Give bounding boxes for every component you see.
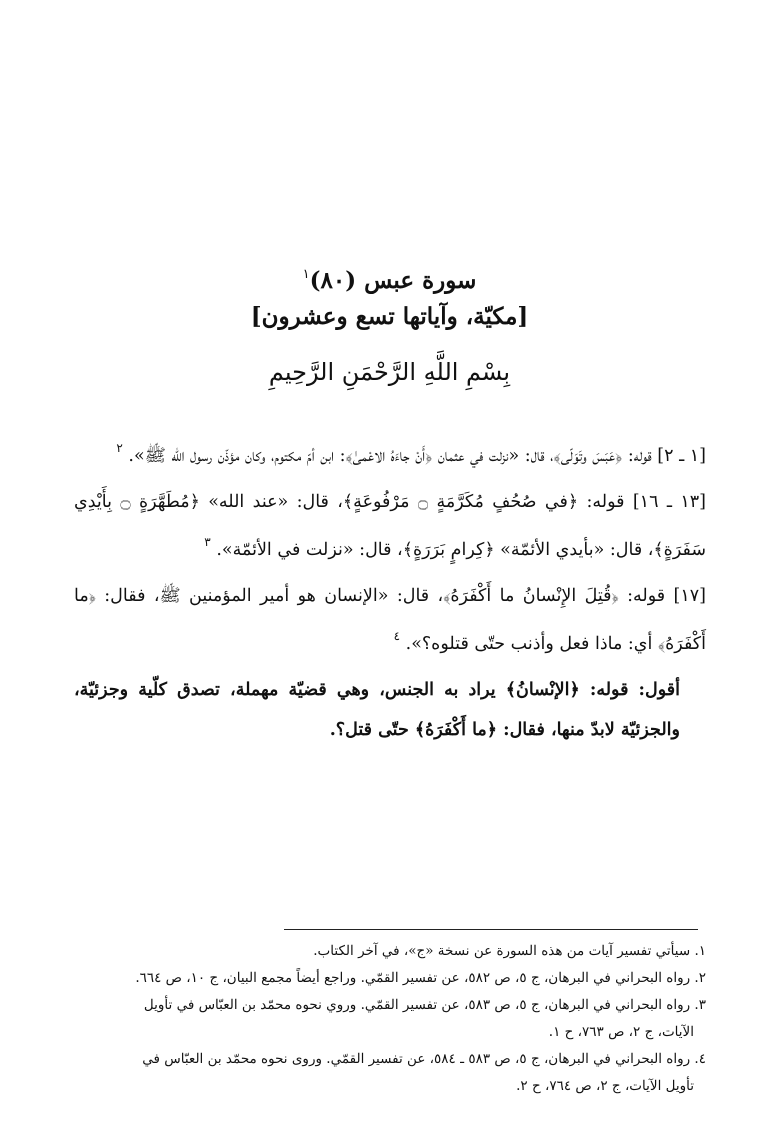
- footnote-2: ٢. رواه البحراني في البرهان، ج ٥، ص ٥٨٢، عن تفسير القمّي. وراجع أيضاً مجمع البيان، ج ١٠، ص ٦٦٤.: [135, 970, 706, 986]
- footnote-divider: [284, 929, 698, 930]
- tafsir-body: [74, 428, 706, 756]
- tafsir-paragraph-2: [74, 482, 706, 570]
- tafsir-paragraph-3: [74, 576, 706, 664]
- footnote-3: ٣. رواه البحراني في البرهان، ج ٥، ص ٥٨٣، عن تفسير القمّي. وروي نحوه محمّد بن العبّاس في تأويل: [143, 997, 706, 1013]
- basmala-calligraphy: بِسْمِ اللَّهِ الرَّحْمَنِ الرَّحِيمِ: [268, 358, 511, 386]
- footnote-3-continued: الآيات، ج ٢، ص ٧٦٣، ح ١.: [548, 1024, 694, 1040]
- footnote-ref-2: ٢: [116, 441, 123, 455]
- paragraph-text: [١ ـ ٢] قوله: ﴿عَبَسَ وتَوَلّى﴾، قال: «نزلت في عثمان ﴿أَنْ جاءَهُ الاعْمىٰ﴾: ابن أمّ مكتوم، وكان مؤذّن رسول الله ﷺ».: [128, 446, 706, 466]
- footnotes-section: [74, 938, 706, 1100]
- footnote-ref-4: ٤: [393, 629, 401, 643]
- footnote-1: ١. سيأتي تفسير آيات من هذه السورة عن نسخة «ج»، في آخر الكتاب.: [313, 943, 706, 959]
- footnote-4: ٤. رواه البحراني في البرهان، ج ٥، ص ٥٨٣ ـ ٥٨٤، عن تفسير القمّي. وروى نحوه محمّد بن العبّاس في: [142, 1051, 706, 1067]
- surah-title-text: سورة عبس (٨٠): [309, 267, 477, 294]
- author-comment-paragraph: [74, 670, 706, 750]
- footnote-ref-3: ٣: [204, 535, 211, 549]
- title-footnote-ref: ١: [302, 267, 310, 282]
- tafsir-paragraph-1: [74, 428, 706, 476]
- paragraph-text: [١٣ ـ ١٦] قوله: ﴿في صُحُفٍ مُكَرَّمَةٍ ۝ مَرْفُوعَةٍ﴾، قال: «عند الله» ﴿مُطَهَّرَةٍ ۝ بِأَيْدِي سَفَرَةٍ﴾، قال: «بأيدي الأئمّة» ﴿كِرامٍ بَرَرَةٍ﴾، قال: «نزلت في الأئمّة».: [74, 492, 706, 560]
- footnote-4-continued: تأويل الآيات، ج ٢، ص ٧٦٤، ح ٢.: [516, 1078, 694, 1094]
- paragraph-text: [١٧] قوله: ﴿قُتِلَ الإِنْسانُ ما أَكْفَرَهُ﴾، قال: «الإنسان هو أمير المؤمنين ﷺ، فقال: ﴿ما أَكْفَرَهُ﴾ أي: ماذا فعل وأذنب حتّى قتلوه؟».: [74, 586, 706, 654]
- surah-title: [0, 258, 779, 298]
- paragraph-text: أقول: قوله: ﴿الإنْسانُ﴾ يراد به الجنس، وهي قضيّة مهملة، تصدق كلّية وجزئيّة، والجزئيّة لابدّ منها، فقال: ﴿ما أَكْفَرَهُ﴾ حتّى قتل؟.: [74, 680, 680, 740]
- surah-subtitle: [مكيّة، وآياتها تسع وعشرون]: [250, 303, 529, 330]
